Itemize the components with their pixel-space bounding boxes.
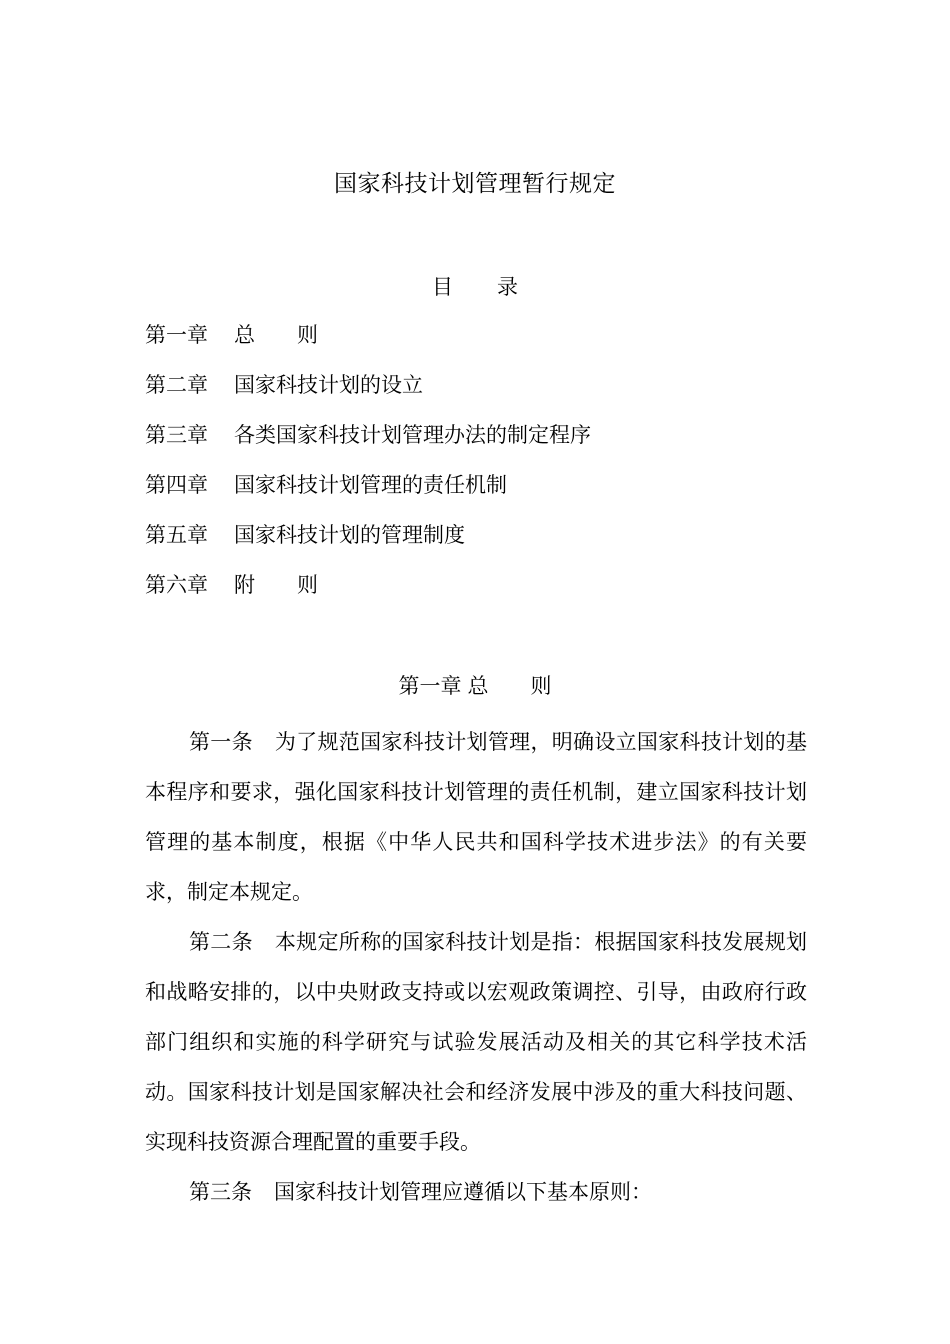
toc-item-chapter-5	[145, 520, 825, 570]
toc-item-chapter-3	[145, 420, 825, 470]
toc-item-label: 各类国家科技计划管理办法的制定程序	[234, 423, 591, 447]
table-of-contents	[145, 320, 825, 620]
toc-item-label: 国家科技计划的设立	[234, 373, 423, 397]
document-body	[145, 717, 807, 1217]
article-label: 第二条	[189, 930, 253, 954]
toc-heading-right: 录	[497, 275, 518, 299]
document-title: 国家科技计划管理暂行规定	[334, 171, 616, 197]
toc-item-label: 国家科技计划管理的责任机制	[234, 473, 507, 497]
toc-item-chapter-4	[145, 470, 825, 520]
article-1	[145, 717, 807, 917]
toc-item-chapter-2	[145, 370, 825, 420]
toc-item-number: 第四章	[145, 473, 208, 497]
article-text: 国家科技计划管理应遵循以下基本原则：	[274, 1180, 652, 1204]
toc-item-number: 第五章	[145, 523, 208, 547]
chapter-title: 总 则	[467, 674, 552, 698]
article-3	[145, 1167, 807, 1217]
toc-item-label: 总 则	[234, 323, 318, 347]
toc-item-number: 第二章	[145, 373, 208, 397]
toc-heading-left: 目	[432, 275, 453, 299]
chapter-number: 第一章	[398, 674, 462, 698]
toc-heading	[0, 271, 950, 301]
article-text: 为了规范国家科技计划管理，明确设立国家科技计划的基本程序和要求，强化国家科技计划管理的责任机制，建立国家科技计划管理的基本制度，根据《中华人民共和国科学技术进步法》的有关要求，制定本规定。	[145, 730, 807, 904]
article-label: 第三条	[189, 1180, 252, 1204]
toc-item-number: 第六章	[145, 573, 208, 597]
toc-item-label: 国家科技计划的管理制度	[234, 523, 465, 547]
chapter-heading	[0, 670, 950, 700]
article-text: 本规定所称的国家科技计划是指：根据国家科技发展规划和战略安排的，以中央财政支持或以宏观政策调控、引导，由政府行政部门组织和实施的科学研究与试验发展活动及相关的其它科学技术活动。国家科技计划是国家解决社会和经济发展中涉及的重大科技问题、实现科技资源合理配置的重要手段。	[145, 930, 807, 1154]
toc-item-chapter-6	[145, 570, 825, 620]
toc-item-number: 第一章	[145, 323, 208, 347]
toc-item-label: 附 则	[234, 573, 318, 597]
article-2	[145, 917, 807, 1167]
toc-item-chapter-1	[145, 320, 825, 370]
toc-item-number: 第三章	[145, 423, 208, 447]
article-label: 第一条	[189, 730, 253, 754]
